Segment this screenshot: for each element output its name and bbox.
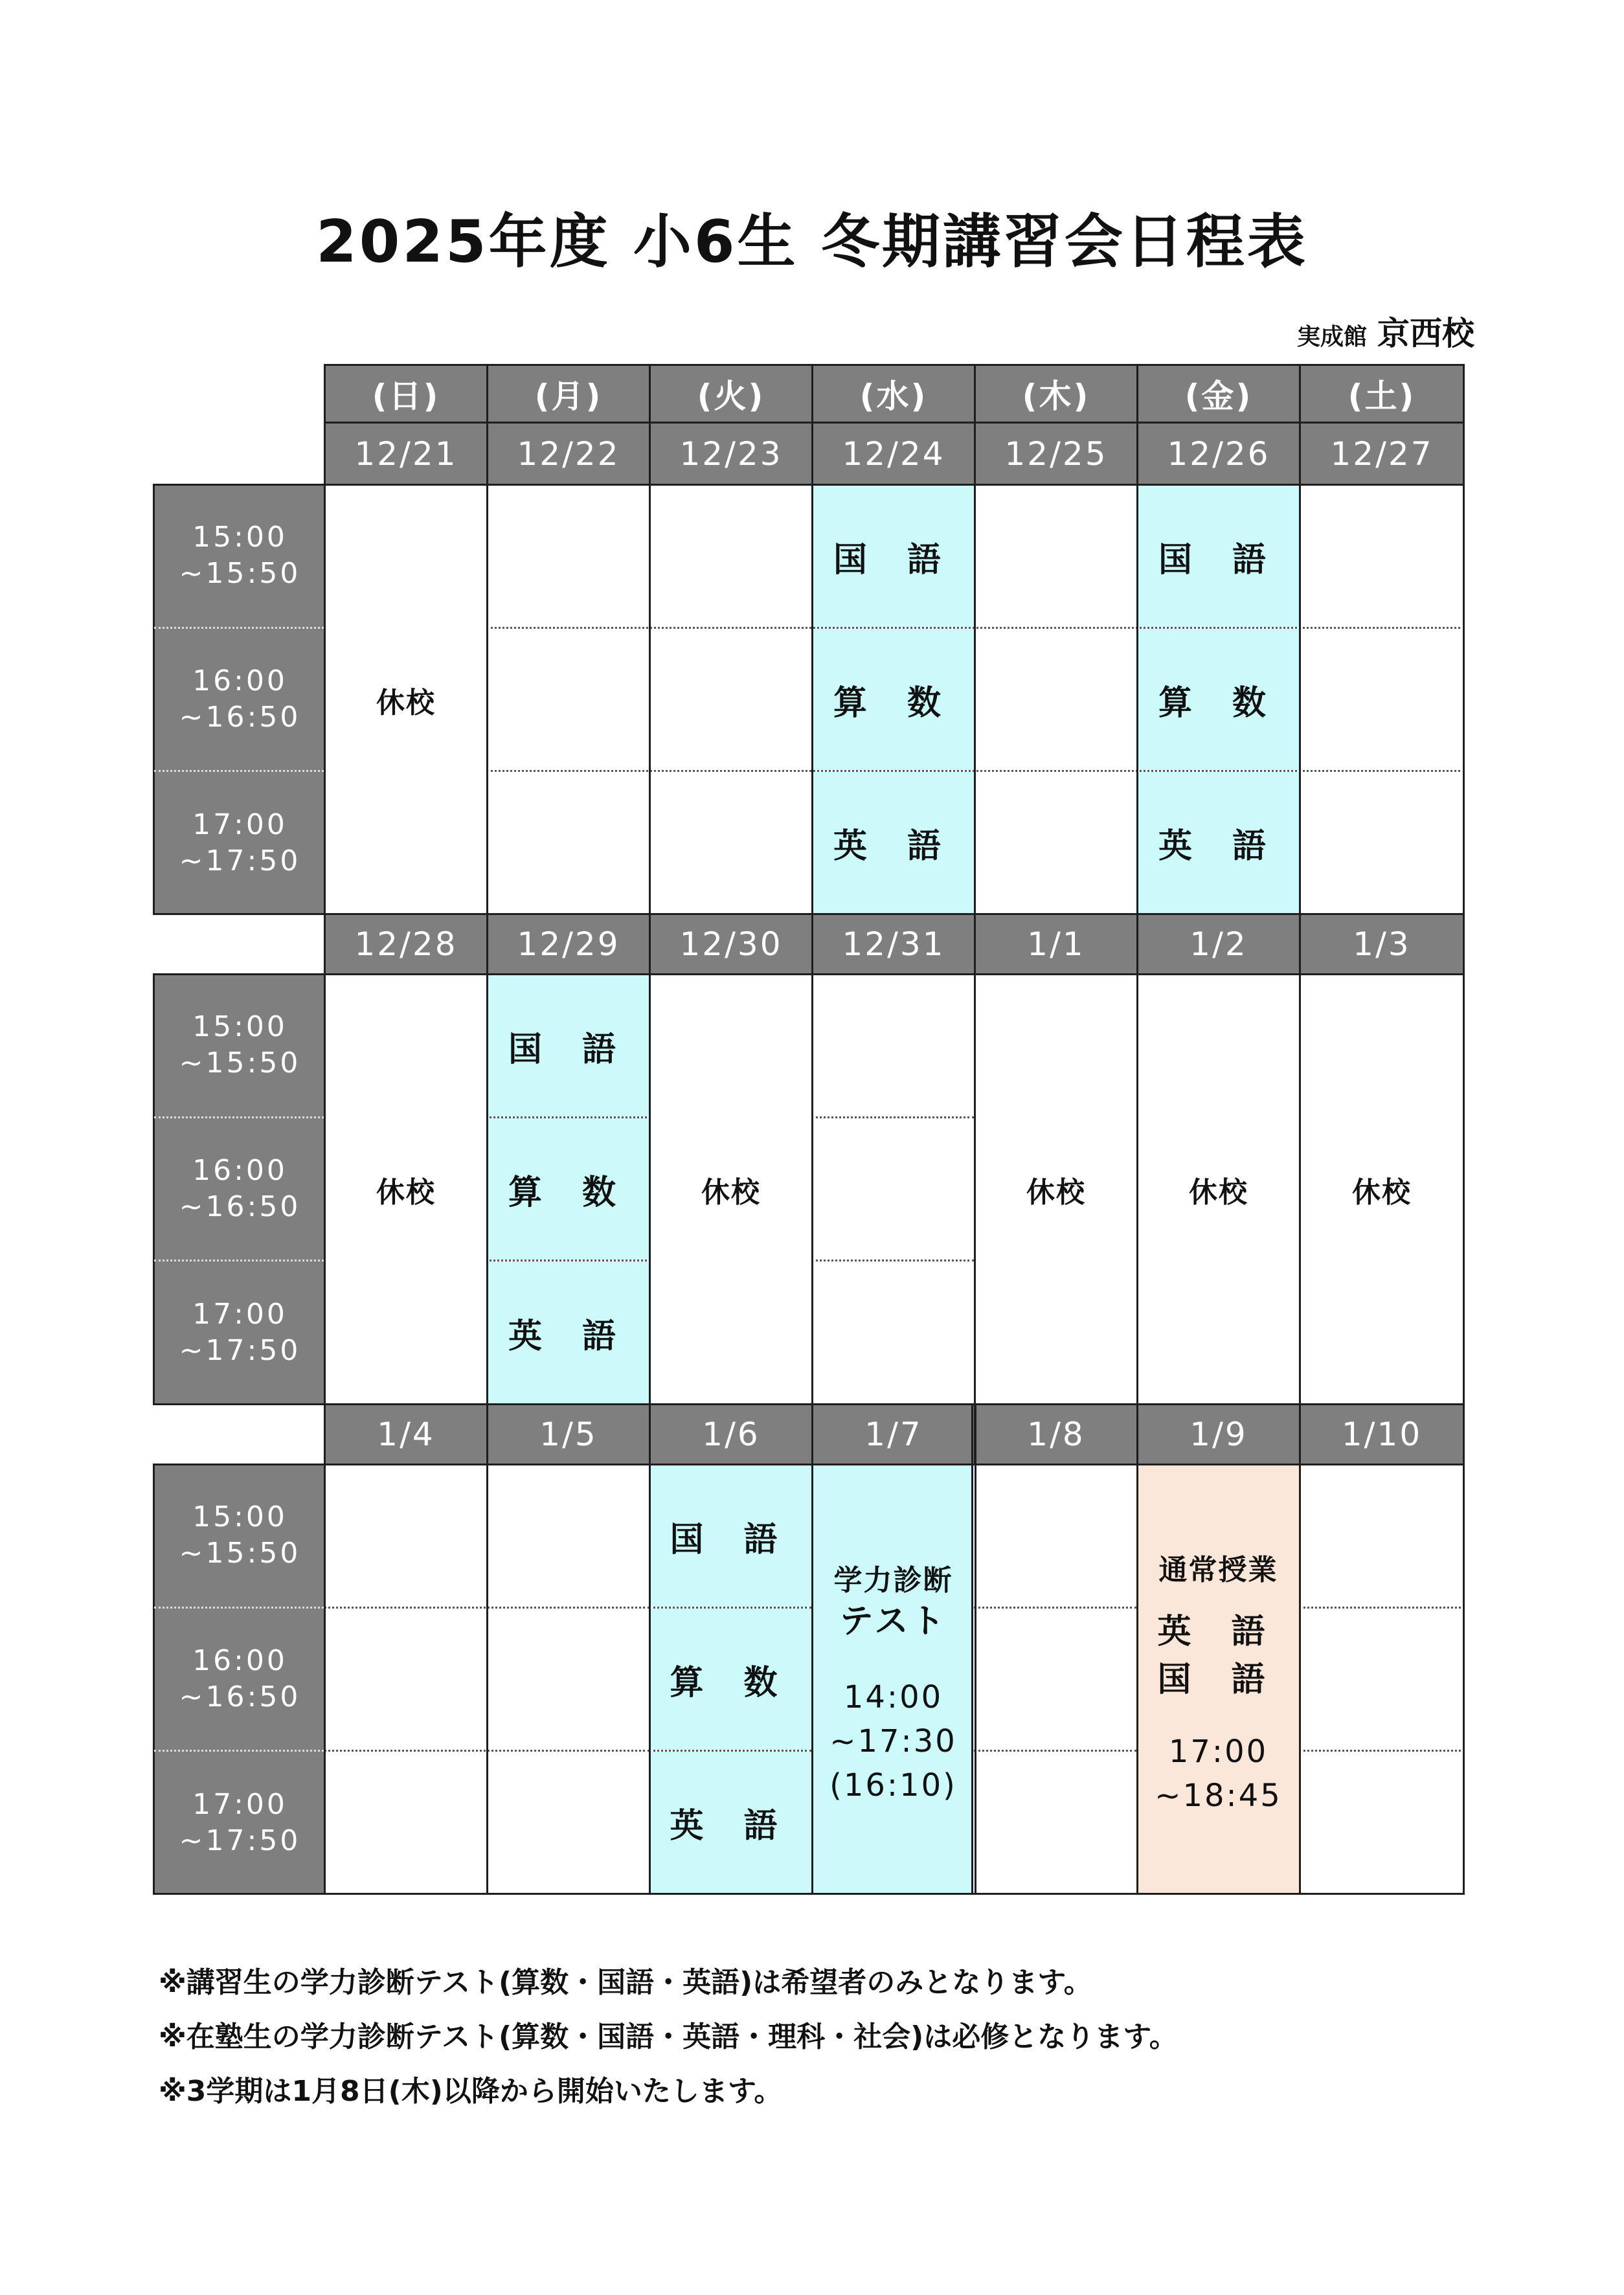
test-title-line2: テスト	[839, 1601, 947, 1641]
date-header: 12/22	[486, 422, 651, 486]
time-slot: 17:00 ~17:50	[154, 771, 326, 915]
date-header: 12/23	[649, 422, 813, 486]
weekday-header-sun: (日)	[324, 364, 488, 424]
date-header: 1/5	[486, 1403, 651, 1465]
time-slot: 15:00 ~15:50	[154, 1464, 326, 1607]
date-header: 12/24	[811, 422, 976, 486]
note-item: ※在塾生の学力診断テスト(算数・国語・英語・理科・社会)は必修となります。	[159, 2020, 1178, 2053]
regular-class-title: 通常授業	[1158, 1553, 1278, 1587]
class-cell-kokugo: 国 語	[650, 1465, 811, 1607]
date-header: 1/8	[974, 1403, 1138, 1465]
class-cell-kokugo: 国 語	[1138, 486, 1301, 627]
closed-cell: 休校	[376, 686, 436, 719]
closed-cell: 休校	[1189, 1176, 1248, 1209]
time-slot: 15:00 ~15:50	[154, 484, 326, 627]
time-slot: 16:00 ~16:50	[154, 1607, 326, 1750]
class-cell-sansu: 算 数	[650, 1609, 811, 1750]
class-cell-sansu: 算 数	[1138, 629, 1301, 770]
class-cell-eigo: 英 語	[650, 1752, 811, 1894]
time-slot: 16:00 ~16:50	[154, 627, 326, 771]
test-time-start: 14:00	[843, 1679, 943, 1715]
notes	[159, 1956, 1178, 2119]
date-header: 12/26	[1136, 422, 1301, 486]
class-cell-eigo: 英 語	[488, 1261, 651, 1404]
regular-subject-eigo: 英 語	[1157, 1612, 1280, 1651]
date-header: 12/25	[974, 422, 1138, 486]
time-slot: 15:00 ~15:50	[154, 973, 326, 1117]
date-header: 12/30	[649, 913, 813, 975]
weekday-header-thu: (木)	[974, 364, 1138, 424]
date-header: 1/7	[811, 1403, 976, 1465]
closed-cell: 休校	[1352, 1176, 1412, 1209]
date-header: 1/10	[1299, 1403, 1465, 1465]
date-header: 12/27	[1299, 422, 1465, 486]
date-header: 1/1	[974, 913, 1138, 975]
date-header: 12/31	[811, 913, 976, 975]
class-cell-sansu: 算 数	[488, 1118, 651, 1260]
regular-time-end: ~18:45	[1155, 1777, 1282, 1814]
date-header: 1/9	[1136, 1403, 1301, 1465]
school-branch: 京西校	[1377, 315, 1474, 352]
class-cell-kokugo: 国 語	[813, 486, 976, 627]
weekday-header-tue: (火)	[649, 364, 813, 424]
date-header: 1/2	[1136, 913, 1301, 975]
test-time-end: ~17:30	[829, 1723, 957, 1759]
date-header: 12/21	[324, 422, 488, 486]
date-header: 1/6	[649, 1403, 813, 1465]
note-item: ※3学期は1月8日(木)以降から開始いたします。	[159, 2075, 783, 2108]
closed-cell: 休校	[1026, 1176, 1086, 1209]
note-item: ※講習生の学力診断テスト(算数・国語・英語)は希望者のみとなります。	[159, 1966, 1092, 1999]
class-cell-eigo: 英 語	[1138, 772, 1301, 914]
closed-cell: 休校	[376, 1176, 436, 1209]
date-header: 1/4	[324, 1403, 488, 1465]
date-header: 12/29	[486, 913, 651, 975]
class-cell-sansu: 算 数	[813, 629, 976, 770]
date-header: 1/3	[1299, 913, 1465, 975]
assessment-test-cell	[813, 1465, 974, 1894]
test-time-alt: (16:10)	[829, 1767, 957, 1803]
test-title-line1: 学力診断	[833, 1563, 953, 1597]
closed-cell: 休校	[701, 1176, 761, 1209]
regular-class-cell	[1138, 1465, 1299, 1894]
time-slot: 16:00 ~16:50	[154, 1117, 326, 1260]
class-cell-kokugo: 国 語	[488, 975, 651, 1116]
weekday-header-wed: (水)	[811, 364, 976, 424]
class-cell-eigo: 英 語	[813, 772, 976, 914]
weekday-header-sat: (土)	[1299, 364, 1465, 424]
regular-time-start: 17:00	[1168, 1733, 1269, 1770]
page-title: 2025年度 小6生 冬期講習会日程表	[316, 208, 1308, 276]
school-prefix: 実成館	[1296, 324, 1367, 350]
time-slot: 17:00 ~17:50	[154, 1260, 326, 1405]
weekday-header-fri: (金)	[1136, 364, 1301, 424]
date-header: 12/28	[324, 913, 488, 975]
weekday-header-mon: (月)	[486, 364, 651, 424]
regular-subject-kokugo: 国 語	[1157, 1660, 1280, 1699]
school-name	[1297, 308, 1474, 354]
time-slot: 17:00 ~17:50	[154, 1750, 326, 1895]
